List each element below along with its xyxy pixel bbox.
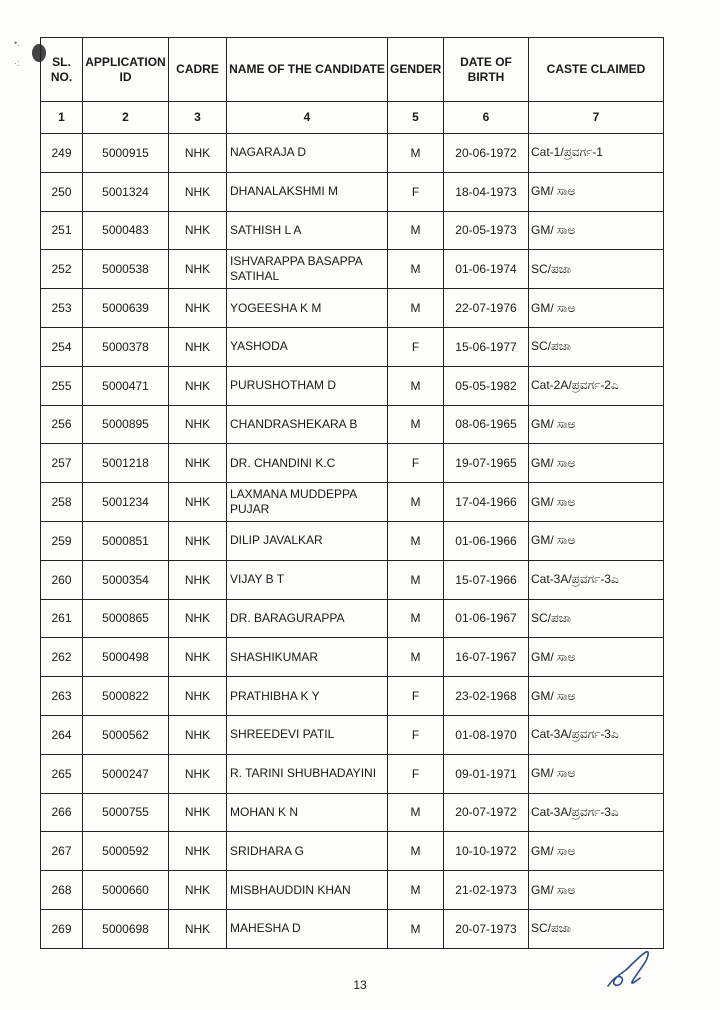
- table-row: [41, 909, 664, 948]
- column-header-gender: GENDER: [388, 38, 444, 102]
- date-of-birth-cell: 15-07-1966: [444, 560, 529, 599]
- table-row: [41, 134, 664, 173]
- application-id-cell: 5000592: [83, 832, 169, 871]
- cadre-cell: NHK: [169, 134, 227, 173]
- application-id-cell: 5000822: [83, 677, 169, 716]
- gender-cell: F: [388, 677, 444, 716]
- cadre-cell: NHK: [169, 327, 227, 366]
- gender-cell: M: [388, 521, 444, 560]
- gender-cell: F: [388, 327, 444, 366]
- caste-claimed-cell: GM/ ಸಾಅ: [529, 172, 664, 211]
- caste-claimed-cell: SC/ಪಜಾ: [529, 250, 664, 289]
- caste-claimed-cell: SC/ಪಜಾ: [529, 909, 664, 948]
- cadre-cell: NHK: [169, 599, 227, 638]
- caste-claimed-cell: GM/ ಸಾಅ: [529, 289, 664, 328]
- column-number: 7: [529, 102, 664, 134]
- sl-no-cell: 253: [41, 289, 83, 328]
- application-id-cell: 5000354: [83, 560, 169, 599]
- column-header-name: NAME OF THE CANDIDATE: [227, 38, 388, 102]
- table-row: [41, 832, 664, 871]
- caste-claimed-cell: Cat-3A/ಪ್ರವರ್ಗ-3ಎ: [529, 560, 664, 599]
- date-of-birth-cell: 19-07-1965: [444, 444, 529, 483]
- table-row: [41, 211, 664, 250]
- gender-cell: M: [388, 599, 444, 638]
- column-header-cadre: CADRE: [169, 38, 227, 102]
- cadre-cell: NHK: [169, 871, 227, 910]
- table-row: [41, 793, 664, 832]
- application-id-cell: 5000498: [83, 638, 169, 677]
- caste-claimed-cell: GM/ ಸಾಅ: [529, 638, 664, 677]
- candidate-name-cell: DHANALAKSHMI M: [227, 172, 388, 211]
- table-row: [41, 599, 664, 638]
- caste-claimed-cell: SC/ಪಜಾ: [529, 599, 664, 638]
- date-of-birth-cell: 01-06-1967: [444, 599, 529, 638]
- column-number: 4: [227, 102, 388, 134]
- candidate-name-cell: SRIDHARA G: [227, 832, 388, 871]
- cadre-cell: NHK: [169, 793, 227, 832]
- application-id-cell: 5000895: [83, 405, 169, 444]
- sl-no-cell: 259: [41, 521, 83, 560]
- application-id-cell: 5000755: [83, 793, 169, 832]
- candidate-name-cell: SHASHIKUMAR: [227, 638, 388, 677]
- sl-no-cell: 265: [41, 754, 83, 793]
- application-id-cell: 5000471: [83, 366, 169, 405]
- gender-cell: M: [388, 560, 444, 599]
- date-of-birth-cell: 15-06-1977: [444, 327, 529, 366]
- cadre-cell: NHK: [169, 289, 227, 328]
- date-of-birth-cell: 22-07-1976: [444, 289, 529, 328]
- column-number: 3: [169, 102, 227, 134]
- application-id-cell: 5000247: [83, 754, 169, 793]
- sl-no-cell: 266: [41, 793, 83, 832]
- sl-no-cell: 252: [41, 250, 83, 289]
- date-of-birth-cell: 20-07-1973: [444, 909, 529, 948]
- gender-cell: M: [388, 871, 444, 910]
- application-id-cell: 5000698: [83, 909, 169, 948]
- column-number: 1: [41, 102, 83, 134]
- cadre-cell: NHK: [169, 172, 227, 211]
- date-of-birth-cell: 17-04-1966: [444, 483, 529, 522]
- sl-no-cell: 254: [41, 327, 83, 366]
- gender-cell: M: [388, 211, 444, 250]
- table-row: [41, 250, 664, 289]
- column-header-caste-claimed: CASTE CLAIMED: [529, 38, 664, 102]
- gender-cell: M: [388, 134, 444, 173]
- caste-claimed-cell: Cat-3A/ಪ್ರವರ್ಗ-3ಎ: [529, 793, 664, 832]
- table-row: [41, 444, 664, 483]
- date-of-birth-cell: 16-07-1967: [444, 638, 529, 677]
- sl-no-cell: 255: [41, 366, 83, 405]
- date-of-birth-cell: 08-06-1965: [444, 405, 529, 444]
- gender-cell: M: [388, 289, 444, 328]
- application-id-cell: 5001324: [83, 172, 169, 211]
- caste-claimed-cell: GM/ ಸಾಅ: [529, 211, 664, 250]
- candidate-name-cell: YOGEESHA K M: [227, 289, 388, 328]
- caste-claimed-cell: Cat-3A/ಪ್ರವರ್ಗ-3ಎ: [529, 715, 664, 754]
- column-number: 5: [388, 102, 444, 134]
- application-id-cell: 5000378: [83, 327, 169, 366]
- candidate-name-cell: SHREEDEVI PATIL: [227, 715, 388, 754]
- sl-no-cell: 250: [41, 172, 83, 211]
- cadre-cell: NHK: [169, 754, 227, 793]
- gender-cell: M: [388, 250, 444, 289]
- cadre-cell: NHK: [169, 366, 227, 405]
- candidate-name-cell: DR. BARAGURAPPA: [227, 599, 388, 638]
- gender-cell: M: [388, 909, 444, 948]
- gender-cell: M: [388, 366, 444, 405]
- sl-no-cell: 261: [41, 599, 83, 638]
- application-id-cell: 5001234: [83, 483, 169, 522]
- candidate-name-cell: DR. CHANDINI K.C: [227, 444, 388, 483]
- application-id-cell: 5000562: [83, 715, 169, 754]
- application-id-cell: 5000851: [83, 521, 169, 560]
- gender-cell: F: [388, 715, 444, 754]
- cadre-cell: NHK: [169, 444, 227, 483]
- table-body: [41, 134, 664, 949]
- candidate-name-cell: ISHVARAPPA BASAPPA SATIHAL: [227, 250, 388, 289]
- sl-no-cell: 249: [41, 134, 83, 173]
- table-row: [41, 289, 664, 328]
- table-row: [41, 560, 664, 599]
- sl-no-cell: 257: [41, 444, 83, 483]
- caste-claimed-cell: GM/ ಸಾಅ: [529, 871, 664, 910]
- date-of-birth-cell: 05-05-1982: [444, 366, 529, 405]
- date-of-birth-cell: 01-08-1970: [444, 715, 529, 754]
- candidate-name-cell: CHANDRASHEKARA B: [227, 405, 388, 444]
- candidate-name-cell: PURUSHOTHAM D: [227, 366, 388, 405]
- cadre-cell: NHK: [169, 521, 227, 560]
- column-number: 6: [444, 102, 529, 134]
- date-of-birth-cell: 18-04-1973: [444, 172, 529, 211]
- table-row: [41, 405, 664, 444]
- cadre-cell: NHK: [169, 715, 227, 754]
- caste-claimed-cell: Cat-1/ಪ್ರವರ್ಗ-1: [529, 134, 664, 173]
- gender-cell: F: [388, 754, 444, 793]
- cadre-cell: NHK: [169, 677, 227, 716]
- scan-artifact-specks: •. ·:: [14, 38, 20, 68]
- sl-no-cell: 256: [41, 405, 83, 444]
- handwritten-initials-icon: [604, 948, 656, 992]
- column-header-sl-no: SL. NO.: [41, 38, 83, 102]
- date-of-birth-cell: 23-02-1968: [444, 677, 529, 716]
- sl-no-cell: 269: [41, 909, 83, 948]
- sl-no-cell: 267: [41, 832, 83, 871]
- sl-no-cell: 258: [41, 483, 83, 522]
- sl-no-cell: 263: [41, 677, 83, 716]
- page-number: 13: [353, 978, 367, 992]
- date-of-birth-cell: 01-06-1974: [444, 250, 529, 289]
- table-row: [41, 366, 664, 405]
- sl-no-cell: 251: [41, 211, 83, 250]
- candidate-name-cell: MISBHAUDDIN KHAN: [227, 871, 388, 910]
- date-of-birth-cell: 21-02-1973: [444, 871, 529, 910]
- cadre-cell: NHK: [169, 405, 227, 444]
- table-row: [41, 638, 664, 677]
- column-number-row: [41, 102, 664, 134]
- gender-cell: M: [388, 405, 444, 444]
- application-id-cell: 5001218: [83, 444, 169, 483]
- candidate-name-cell: NAGARAJA D: [227, 134, 388, 173]
- cadre-cell: NHK: [169, 638, 227, 677]
- caste-claimed-cell: Cat-2A/ಪ್ರವರ್ಗ-2ಎ: [529, 366, 664, 405]
- date-of-birth-cell: 10-10-1972: [444, 832, 529, 871]
- caste-claimed-cell: GM/ ಸಾಅ: [529, 405, 664, 444]
- gender-cell: F: [388, 172, 444, 211]
- candidate-name-cell: MOHAN K N: [227, 793, 388, 832]
- application-id-cell: 5000865: [83, 599, 169, 638]
- column-header-date-of-birth: DATE OF BIRTH: [444, 38, 529, 102]
- application-id-cell: 5000538: [83, 250, 169, 289]
- table-row: [41, 754, 664, 793]
- application-id-cell: 5000483: [83, 211, 169, 250]
- cadre-cell: NHK: [169, 560, 227, 599]
- cadre-cell: NHK: [169, 909, 227, 948]
- date-of-birth-cell: 20-06-1972: [444, 134, 529, 173]
- gender-cell: M: [388, 832, 444, 871]
- candidate-name-cell: YASHODA: [227, 327, 388, 366]
- caste-claimed-cell: GM/ ಸಾಅ: [529, 483, 664, 522]
- cadre-cell: NHK: [169, 211, 227, 250]
- date-of-birth-cell: 20-07-1972: [444, 793, 529, 832]
- gender-cell: M: [388, 638, 444, 677]
- cadre-cell: NHK: [169, 250, 227, 289]
- candidate-name-cell: LAXMANA MUDDEPPA PUJAR: [227, 483, 388, 522]
- application-id-cell: 5000660: [83, 871, 169, 910]
- caste-claimed-cell: GM/ ಸಾಅ: [529, 832, 664, 871]
- date-of-birth-cell: 01-06-1966: [444, 521, 529, 560]
- candidate-name-cell: VIJAY B T: [227, 560, 388, 599]
- caste-claimed-cell: GM/ ಸಾಅ: [529, 521, 664, 560]
- table-row: [41, 483, 664, 522]
- gender-cell: M: [388, 793, 444, 832]
- table-row: [41, 871, 664, 910]
- application-id-cell: 5000915: [83, 134, 169, 173]
- sl-no-cell: 264: [41, 715, 83, 754]
- application-id-cell: 5000639: [83, 289, 169, 328]
- date-of-birth-cell: 20-05-1973: [444, 211, 529, 250]
- candidate-name-cell: DILIP JAVALKAR: [227, 521, 388, 560]
- table-row: [41, 677, 664, 716]
- date-of-birth-cell: 09-01-1971: [444, 754, 529, 793]
- candidate-name-cell: SATHISH L A: [227, 211, 388, 250]
- candidate-name-cell: PRATHIBHA K Y: [227, 677, 388, 716]
- gender-cell: F: [388, 444, 444, 483]
- caste-claimed-cell: GM/ ಸಾಅ: [529, 754, 664, 793]
- table-row: [41, 715, 664, 754]
- cadre-cell: NHK: [169, 483, 227, 522]
- table-row: [41, 327, 664, 366]
- caste-claimed-cell: GM/ ಸಾಅ: [529, 444, 664, 483]
- caste-claimed-cell: GM/ ಸಾಅ: [529, 677, 664, 716]
- candidate-name-cell: R. TARINI SHUBHADAYINI: [227, 754, 388, 793]
- gender-cell: M: [388, 483, 444, 522]
- table-row: [41, 172, 664, 211]
- column-number: 2: [83, 102, 169, 134]
- sl-no-cell: 268: [41, 871, 83, 910]
- candidate-table: [40, 37, 664, 949]
- table-row: [41, 521, 664, 560]
- sl-no-cell: 260: [41, 560, 83, 599]
- table-header-row: [41, 38, 664, 102]
- cadre-cell: NHK: [169, 832, 227, 871]
- candidate-name-cell: MAHESHA D: [227, 909, 388, 948]
- caste-claimed-cell: SC/ಪಜಾ: [529, 327, 664, 366]
- column-header-application-id: APPLICATION ID: [83, 38, 169, 102]
- sl-no-cell: 262: [41, 638, 83, 677]
